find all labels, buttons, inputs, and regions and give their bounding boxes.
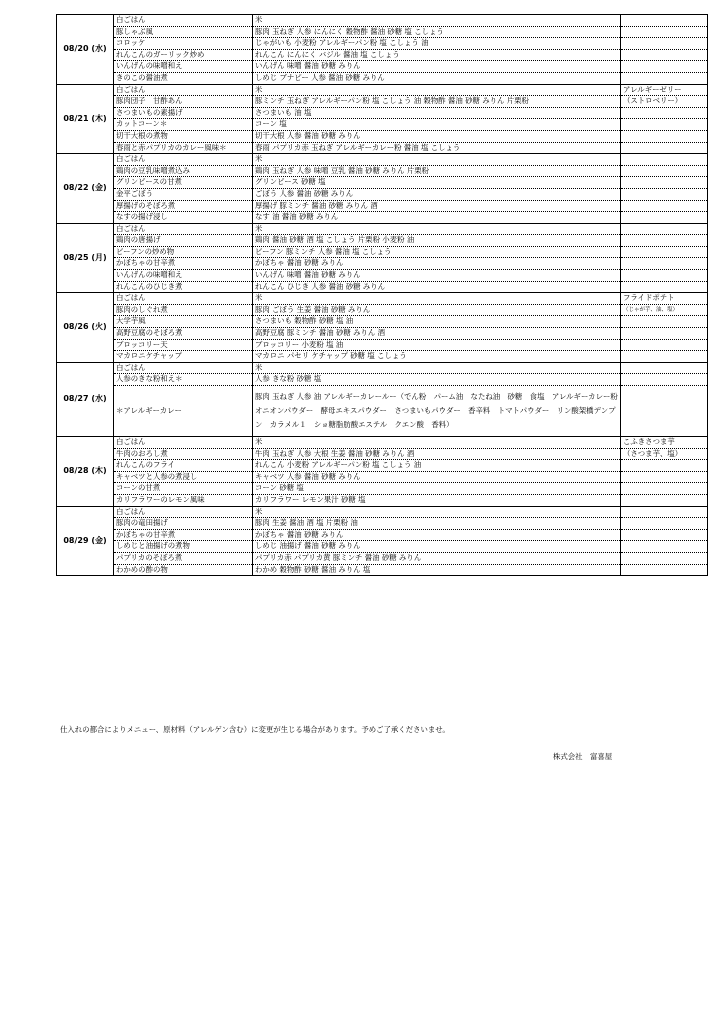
dish-ingredients: 高野豆腐 豚ミンチ 醤油 砂糖 みりん 酒 [253, 328, 621, 340]
dish-name: 人参のきな粉和え＊ [114, 374, 253, 386]
menu-row [57, 386, 708, 437]
dish-ingredients: 人参 きな粉 砂糖 塩 [253, 374, 621, 386]
allergy-dessert [621, 541, 708, 553]
allergy-dessert: （じゃが芋、油、塩） [621, 304, 708, 316]
menu-row [57, 130, 708, 142]
dish-name: しめじと油揚げの煮物 [114, 541, 253, 553]
menu-row [57, 483, 708, 495]
allergy-dessert [621, 15, 708, 27]
allergy-dessert [621, 223, 708, 235]
menu-row [57, 328, 708, 340]
menu-row [57, 316, 708, 328]
menu-row [57, 494, 708, 506]
menu-row [57, 506, 708, 518]
allergy-dessert [621, 26, 708, 38]
dish-name: れんこんのガーリック炒め [114, 49, 253, 61]
dish-name: キャベツと人参の煮浸し [114, 471, 253, 483]
dish-ingredients: マカロニ パセリ ケチャップ 砂糖 塩 こしょう [253, 351, 621, 363]
menu-row [57, 437, 708, 449]
dish-name: カットコーン＊ [114, 119, 253, 131]
allergy-dessert [621, 564, 708, 576]
allergy-dessert [621, 339, 708, 351]
company-name: 株式会社 富喜屋 [553, 752, 613, 761]
dish-name: れんこんのフライ [114, 460, 253, 472]
menu-row [57, 339, 708, 351]
dish-ingredients: いんげん 味噌 醤油 砂糖 みりん [253, 270, 621, 282]
dish-name: ブロッコリー天 [114, 339, 253, 351]
dish-name: 白ごはん [114, 437, 253, 449]
menu-row [57, 96, 708, 108]
allergy-dessert [621, 119, 708, 131]
allergy-dessert [621, 460, 708, 472]
dish-ingredients: さつまいも 穀物酢 砂糖 塩 油 [253, 316, 621, 328]
dish-name: グリンピースの甘煮 [114, 177, 253, 189]
allergy-dessert [621, 258, 708, 270]
menu-row [57, 374, 708, 386]
allergy-dessert [621, 235, 708, 247]
dish-ingredients: 厚揚げ 豚ミンチ 醤油 砂糖 みりん 酒 [253, 200, 621, 212]
dish-name: 切干大根の煮物 [114, 130, 253, 142]
allergy-dessert [621, 72, 708, 84]
dish-name: きのこの醤油煮 [114, 72, 253, 84]
dish-name: れんこんのひじき煮 [114, 281, 253, 293]
menu-row [57, 119, 708, 131]
menu-row [57, 84, 708, 96]
dish-ingredients: 豚ミンチ 玉ねぎ アレルギーパン粉 塩 こしょう 油 穀物酢 醤油 砂糖 みりん 片栗粉 [253, 96, 621, 108]
dish-name: マカロニケチャップ [114, 351, 253, 363]
dish-ingredients: 鶏肉 醤油 砂糖 酒 塩 こしょう 片栗粉 小麦粉 油 [253, 235, 621, 247]
dish-name: 高野豆腐のそぼろ煮 [114, 328, 253, 340]
allergy-dessert: こふきさつま芋 [621, 437, 708, 449]
dish-ingredients: 豚肉 生姜 醤油 酒 塩 片栗粉 油 [253, 518, 621, 530]
menu-table-body [57, 15, 708, 576]
allergy-dessert [621, 518, 708, 530]
allergy-dessert [621, 154, 708, 166]
allergy-dessert: フライドポテト [621, 293, 708, 305]
day-date: 08/28 (木) [57, 437, 114, 507]
menu-table [56, 14, 708, 576]
menu-row [57, 460, 708, 472]
dish-ingredients: 春雨 パプリカ赤 玉ねぎ アレルギーカレー粉 醤油 塩 こしょう [253, 142, 621, 154]
allergy-dessert [621, 362, 708, 374]
dish-name: コロッケ [114, 38, 253, 50]
dish-name: ビーフンの炒め物 [114, 246, 253, 258]
day-date: 08/22 (金) [57, 154, 114, 224]
menu-row [57, 165, 708, 177]
dish-ingredients: しめじ 油揚げ 醤油 砂糖 みりん [253, 541, 621, 553]
menu-row [57, 362, 708, 374]
menu-row [57, 541, 708, 553]
day-date: 08/21 (木) [57, 84, 114, 154]
dish-name: 白ごはん [114, 15, 253, 27]
dish-ingredients: カリフラワー レモン果汁 砂糖 塩 [253, 494, 621, 506]
allergy-dessert [621, 142, 708, 154]
allergy-dessert [621, 165, 708, 177]
menu-row [57, 223, 708, 235]
allergy-dessert: （ストロベリー） [621, 96, 708, 108]
menu-row [57, 107, 708, 119]
dish-ingredients: コーン 塩 [253, 119, 621, 131]
allergy-dessert [621, 107, 708, 119]
dish-ingredients: 鶏肉 玉ねぎ 人参 味噌 豆乳 醤油 砂糖 みりん 片栗粉 [253, 165, 621, 177]
allergy-dessert [621, 200, 708, 212]
dish-ingredients: ブロッコリー 小麦粉 塩 油 [253, 339, 621, 351]
dish-name: 厚揚げのそぼろ煮 [114, 200, 253, 212]
dish-ingredients: いんげん 味噌 醤油 砂糖 みりん [253, 61, 621, 73]
dish-name: いんげんの味噌和え [114, 61, 253, 73]
dish-name: 白ごはん [114, 362, 253, 374]
menu-row [57, 270, 708, 282]
dish-ingredients: 米 [253, 15, 621, 27]
allergy-dessert [621, 483, 708, 495]
dish-name: かぼちゃの甘辛煮 [114, 258, 253, 270]
allergy-dessert [621, 328, 708, 340]
dish-ingredients: さつまいも 油 塩 [253, 107, 621, 119]
allergy-dessert [621, 529, 708, 541]
menu-row [57, 246, 708, 258]
dish-ingredients: ビーフン 豚ミンチ 人参 醤油 塩 こしょう [253, 246, 621, 258]
dish-name: 豚肉の竜田揚げ [114, 518, 253, 530]
menu-row [57, 564, 708, 576]
day-date: 08/25 (月) [57, 223, 114, 293]
menu-row [57, 518, 708, 530]
dish-name: 白ごはん [114, 223, 253, 235]
allergy-dessert [621, 61, 708, 73]
dish-ingredients: 米 [253, 84, 621, 96]
menu-row [57, 304, 708, 316]
dish-name: 豚肉のしぐれ煮 [114, 304, 253, 316]
allergy-dessert [621, 130, 708, 142]
menu-row [57, 154, 708, 166]
dish-ingredients: 米 [253, 293, 621, 305]
day-date: 08/27 (水) [57, 362, 114, 436]
allergy-dessert [621, 386, 708, 437]
dish-ingredients: 牛肉 玉ねぎ 人参 大根 生姜 醤油 砂糖 みりん 酒 [253, 448, 621, 460]
dish-name: 白ごはん [114, 506, 253, 518]
allergy-dessert: （さつま芋、塩） [621, 448, 708, 460]
menu-row [57, 26, 708, 38]
dish-ingredients: れんこん 小麦粉 アレルギーパン粉 塩 こしょう 油 [253, 460, 621, 472]
dish-name: 牛肉のおろし煮 [114, 448, 253, 460]
dish-name: 鶏肉の豆乳味噌煮込み [114, 165, 253, 177]
dish-name: 大学芋風 [114, 316, 253, 328]
menu-row [57, 38, 708, 50]
dish-name: 白ごはん [114, 84, 253, 96]
dish-name: コーンの甘煮 [114, 483, 253, 495]
allergy-dessert [621, 188, 708, 200]
dish-ingredients: キャベツ 人参 醤油 砂糖 みりん [253, 471, 621, 483]
dish-ingredients: 豚肉 玉ねぎ 人参 油 アレルギーカレールー（でん粉 パーム油 なたね油 砂糖 食塩 アレルギーカレー粉 オニオンパウダー 酵母エキスパウダー さつまいもパウダー 香辛料 トマトパウダー リン酸架橋デンプン カラメル１ ショ糖脂肪酸エステル クエン酸 香料） [253, 386, 621, 437]
dish-ingredients: 米 [253, 362, 621, 374]
allergy-dessert [621, 49, 708, 61]
dish-ingredients: コーン 砂糖 塩 [253, 483, 621, 495]
menu-row [57, 552, 708, 564]
dish-name: わかめの酢の物 [114, 564, 253, 576]
dish-ingredients: 豚肉 ごぼう 生姜 醤油 砂糖 みりん [253, 304, 621, 316]
dish-ingredients: 米 [253, 154, 621, 166]
allergy-dessert [621, 38, 708, 50]
menu-row [57, 281, 708, 293]
allergy-dessert [621, 494, 708, 506]
dish-ingredients: ごぼう 人参 醤油 砂糖 みりん [253, 188, 621, 200]
menu-row [57, 49, 708, 61]
dish-ingredients: なす 油 醤油 砂糖 みりん [253, 212, 621, 224]
dish-ingredients: わかめ 穀物酢 砂糖 醤油 みりん 塩 [253, 564, 621, 576]
disclaimer-note: 仕入れの都合によりメニュー、原材料（アレルゲン含む）に変更が生じる場合があります。予めご了承くださいませ。 [60, 725, 450, 734]
dish-ingredients: 豚肉 玉ねぎ 人参 にんにく 穀物酢 醤油 砂糖 塩 こしょう [253, 26, 621, 38]
menu-row [57, 15, 708, 27]
dish-name: なすの揚げ浸し [114, 212, 253, 224]
dish-name: 鶏肉の唐揚げ [114, 235, 253, 247]
allergy-dessert [621, 246, 708, 258]
allergy-dessert [621, 506, 708, 518]
menu-row [57, 351, 708, 363]
dish-ingredients: パプリカ赤 パプリカ黄 豚ミンチ 醤油 砂糖 みりん [253, 552, 621, 564]
dish-ingredients: しめじ ブナピー 人参 醤油 砂糖 みりん [253, 72, 621, 84]
menu-row [57, 142, 708, 154]
allergy-dessert [621, 212, 708, 224]
menu-row [57, 72, 708, 84]
allergy-dessert [621, 374, 708, 386]
dish-name: 春雨と赤パプリカのカレー風味＊ [114, 142, 253, 154]
dish-ingredients: 切干大根 人参 醤油 砂糖 みりん [253, 130, 621, 142]
day-date: 08/26 (火) [57, 293, 114, 363]
dish-name: 豚肉団子 甘酢あん [114, 96, 253, 108]
dish-ingredients: れんこん ひじき 人参 醤油 砂糖 みりん [253, 281, 621, 293]
menu-row [57, 200, 708, 212]
menu-row [57, 212, 708, 224]
dish-ingredients: 米 [253, 437, 621, 449]
menu-row [57, 235, 708, 247]
dish-name: いんげんの味噌和え [114, 270, 253, 282]
allergy-dessert [621, 281, 708, 293]
dish-ingredients: グリンピース 砂糖 塩 [253, 177, 621, 189]
dish-ingredients: 米 [253, 506, 621, 518]
allergy-dessert: アレルギーゼリー [621, 84, 708, 96]
menu-row [57, 258, 708, 270]
dish-name: ＊アレルギーカレー [114, 386, 253, 437]
dish-ingredients: かぼちゃ 醤油 砂糖 みりん [253, 529, 621, 541]
menu-row [57, 293, 708, 305]
menu-row [57, 61, 708, 73]
dish-name: パプリカのそぼろ煮 [114, 552, 253, 564]
dish-name: かぼちゃの甘辛煮 [114, 529, 253, 541]
menu-row [57, 529, 708, 541]
dish-ingredients: じゃがいも 小麦粉 アレルギーパン粉 塩 こしょう 油 [253, 38, 621, 50]
menu-row [57, 448, 708, 460]
allergy-dessert [621, 316, 708, 328]
dish-name: さつまいもの素揚げ [114, 107, 253, 119]
day-date: 08/20 (水) [57, 15, 114, 85]
dish-name: 白ごはん [114, 293, 253, 305]
menu-row [57, 188, 708, 200]
menu-row [57, 471, 708, 483]
dish-name: 白ごはん [114, 154, 253, 166]
dish-name: 豚しゃぶ風 [114, 26, 253, 38]
allergy-dessert [621, 351, 708, 363]
allergy-dessert [621, 270, 708, 282]
dish-ingredients: かぼちゃ 醤油 砂糖 みりん [253, 258, 621, 270]
dish-name: 金平ごぼう [114, 188, 253, 200]
allergy-dessert [621, 552, 708, 564]
dish-ingredients: 米 [253, 223, 621, 235]
dish-name: カリフラワーのレモン風味 [114, 494, 253, 506]
allergy-dessert [621, 471, 708, 483]
allergy-dessert [621, 177, 708, 189]
menu-row [57, 177, 708, 189]
day-date: 08/29 (金) [57, 506, 114, 576]
dish-ingredients: れんこん にんにく バジル 醤油 塩 こしょう [253, 49, 621, 61]
